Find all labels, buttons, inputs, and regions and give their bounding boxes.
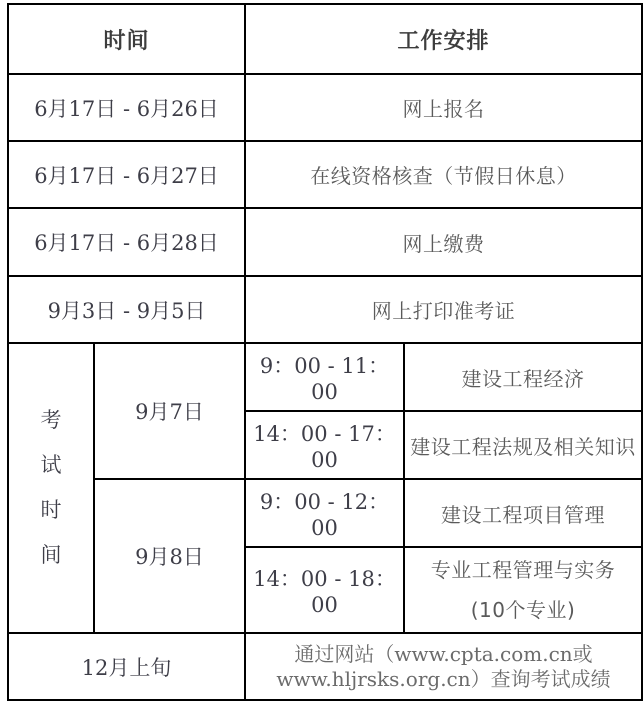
row-admission-ticket-time: 9月3日 - 9月5日 (8, 276, 245, 343)
subject-line1: 专业工程管理与实务 (430, 558, 616, 582)
exam-day2-date: 9月8日 (94, 479, 245, 633)
header-work: 工作安排 (245, 4, 642, 74)
exam-time-vertical-label (8, 343, 94, 633)
row-registration-time: 6月17日 - 6月26日 (8, 74, 245, 141)
table-row (8, 141, 642, 208)
row-payment-time: 6月17日 - 6月28日 (8, 208, 245, 276)
result-line1: 通过网站（www.cpta.com.cn或 (294, 641, 593, 666)
exam-day2-session1-time: 9：00 - 12：00 (245, 479, 404, 547)
table-row (8, 479, 642, 547)
row-qualification-work: 在线资格核查（节假日休息） (245, 141, 642, 208)
table-row (8, 633, 642, 700)
table-header-row (8, 4, 642, 74)
result-row-work (245, 633, 642, 700)
row-payment-work: 网上缴费 (245, 208, 642, 276)
row-qualification-time: 6月17日 - 6月27日 (8, 141, 245, 208)
table-row (8, 74, 642, 141)
row-registration-work: 网上报名 (245, 74, 642, 141)
header-time: 时间 (8, 4, 245, 74)
exam-time-label-text: 考试时间 (40, 407, 62, 568)
exam-day2-session1-subject: 建设工程项目管理 (404, 479, 642, 547)
exam-day2-session2-time: 14：00 - 18：00 (245, 547, 404, 633)
table-row (8, 276, 642, 343)
exam-schedule-table (7, 3, 643, 701)
exam-day2-session2-subject (404, 547, 642, 633)
exam-day1-session2-time: 14：00 - 17：00 (245, 411, 404, 479)
exam-day1-session2-subject: 建设工程法规及相关知识 (404, 411, 642, 479)
exam-day1-session1-time: 9：00 - 11：00 (245, 343, 404, 411)
table-row (8, 343, 642, 411)
result-line2: www.hljrsks.org.cn）查询考试成绩 (276, 666, 611, 691)
result-row-time: 12月上旬 (8, 633, 245, 700)
subject-line2: (10个专业) (470, 598, 576, 622)
exam-day1-session1-subject: 建设工程经济 (404, 343, 642, 411)
row-admission-ticket-work: 网上打印准考证 (245, 276, 642, 343)
table-row (8, 208, 642, 276)
exam-day1-date: 9月7日 (94, 343, 245, 479)
